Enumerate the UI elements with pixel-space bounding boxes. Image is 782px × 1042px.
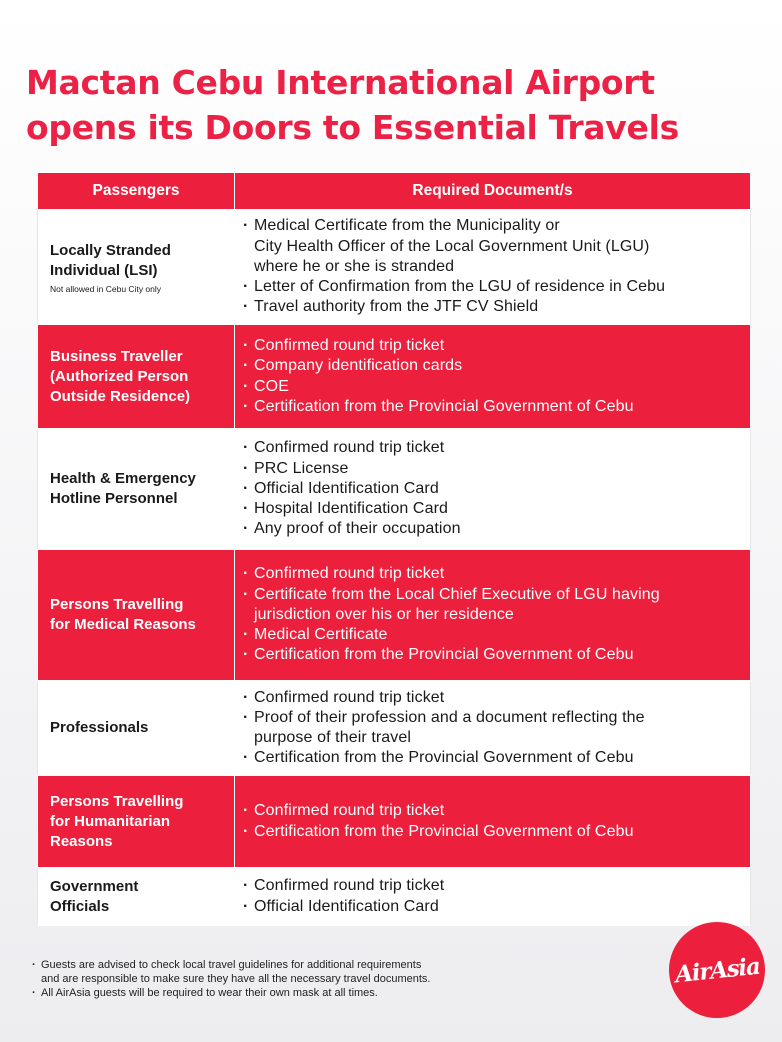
- logo-wordmark: AirAsia: [673, 952, 761, 988]
- footnote: · All AirAsia guests will be required to wear their own mask at all times.: [32, 986, 632, 1000]
- list-item: · Travel authority from the JTF CV Shield: [241, 297, 742, 317]
- airasia-logo: [669, 922, 765, 1018]
- header-required-documents: Required Document/s: [235, 173, 751, 210]
- title-line-2: opens its Doors to Essential Travels: [26, 108, 679, 147]
- documents-cell: [235, 868, 751, 926]
- document-list: [241, 216, 742, 317]
- passenger-cell: [38, 210, 235, 325]
- documents-cell: [235, 429, 751, 550]
- list-item: · Confirmed round trip ticket: [241, 564, 742, 584]
- list-item: · Official Identification Card: [241, 897, 742, 917]
- list-item: · Any proof of their occupation: [241, 519, 742, 539]
- document-list: [241, 688, 742, 769]
- documents-cell: [235, 210, 751, 325]
- list-item: · Certificate from the Local Chief Executive of LGU having jurisdiction over his or her residence: [241, 585, 742, 625]
- table-row: [38, 868, 751, 926]
- table-header-row: [38, 173, 751, 210]
- document-list: [241, 336, 742, 417]
- list-item: · Certification from the Provincial Government of Cebu: [241, 822, 742, 842]
- title-line-1: Mactan Cebu International Airport: [26, 63, 655, 102]
- list-item: · Confirmed round trip ticket: [241, 438, 742, 458]
- list-item: · PRC License: [241, 459, 742, 479]
- list-item: · Proof of their profession and a document reflecting the purpose of their travel: [241, 708, 742, 748]
- list-item: · Hospital Identification Card: [241, 499, 742, 519]
- passenger-cell: [38, 776, 235, 868]
- passenger-type: Business Traveller (Authorized Person Outside Residence): [50, 347, 191, 405]
- passenger-type: Locally Stranded Individual (LSI): [50, 241, 171, 279]
- page-title: [26, 60, 766, 150]
- passenger-note: Not allowed in Cebu City only: [50, 283, 162, 294]
- table-row: [38, 776, 751, 868]
- passenger-type: Health & Emergency Hotline Personnel: [50, 470, 196, 507]
- documents-cell: [235, 776, 751, 868]
- list-item: · COE: [241, 377, 742, 397]
- list-item: · Certification from the Provincial Government of Cebu: [241, 397, 742, 417]
- list-item: · Confirmed round trip ticket: [241, 801, 742, 821]
- list-item: · Company identification cards: [241, 356, 742, 376]
- list-item: · Certification from the Provincial Government of Cebu: [241, 748, 742, 768]
- table-row: [38, 681, 751, 776]
- document-list: [241, 564, 742, 665]
- list-item: · Confirmed round trip ticket: [241, 336, 742, 356]
- table-row: [38, 210, 751, 325]
- table-row: [38, 429, 751, 550]
- passenger-cell: [38, 429, 235, 550]
- document-list: [241, 438, 742, 539]
- document-list: [241, 801, 742, 841]
- table-row: [38, 325, 751, 429]
- list-item: · Letter of Confirmation from the LGU of residence in Cebu: [241, 277, 742, 297]
- list-item: · Official Identification Card: [241, 479, 742, 499]
- passenger-cell: [38, 325, 235, 429]
- documents-cell: [235, 681, 751, 776]
- footnote: · Guests are advised to check local travel guidelines for additional requirements and are responsible to make sure they have all the necessary travel documents.: [32, 958, 632, 986]
- requirements-table: [37, 172, 751, 926]
- table-row: [38, 550, 751, 681]
- passenger-type: Persons Travelling for Humanitarian Reasons: [50, 792, 184, 850]
- passenger-type: Persons Travelling for Medical Reasons: [50, 596, 196, 633]
- documents-cell: [235, 550, 751, 681]
- document-list: [241, 876, 742, 916]
- list-item: · Confirmed round trip ticket: [241, 688, 742, 708]
- passenger-cell: [38, 868, 235, 926]
- passenger-cell: [38, 550, 235, 681]
- passenger-type: Government Officials: [50, 877, 139, 915]
- list-item: · Medical Certificate from the Municipality or City Health Officer of the Local Government Unit (LGU) where he or she is stranded: [241, 216, 742, 277]
- documents-cell: [235, 325, 751, 429]
- passenger-cell: [38, 681, 235, 776]
- passenger-type: Professionals: [50, 719, 149, 736]
- list-item: · Certification from the Provincial Government of Cebu: [241, 645, 742, 665]
- list-item: · Medical Certificate: [241, 625, 742, 645]
- list-item: · Confirmed round trip ticket: [241, 876, 742, 896]
- header-passengers: Passengers: [38, 173, 235, 210]
- footnotes: [32, 958, 632, 1000]
